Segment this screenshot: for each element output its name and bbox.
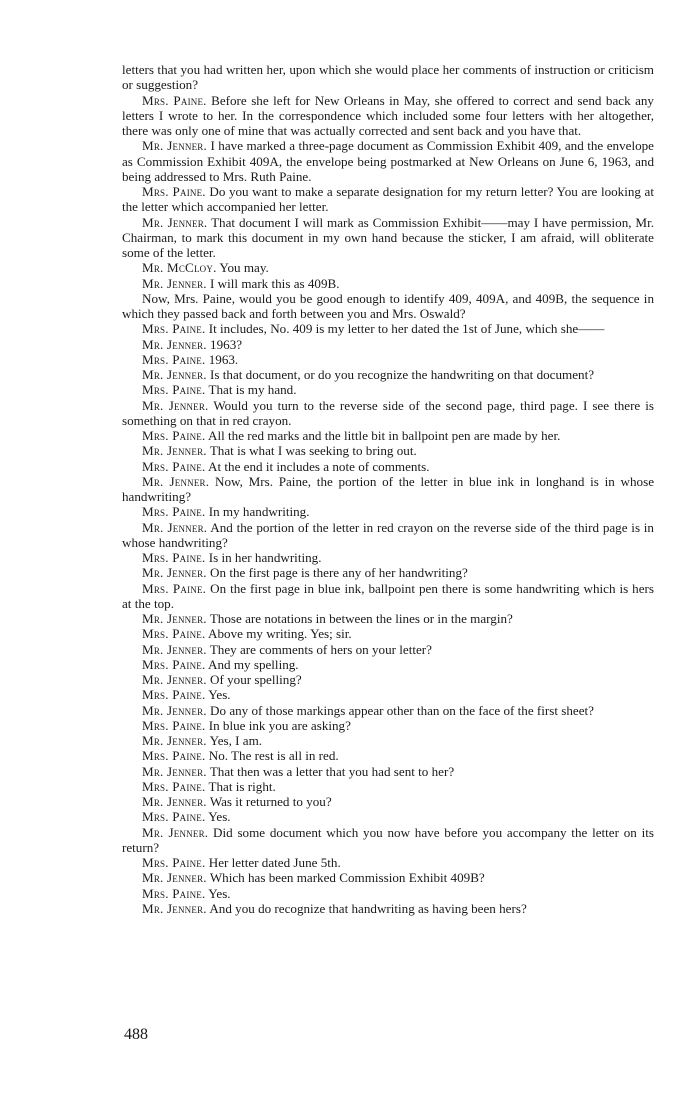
transcript-paragraph — [122, 352, 654, 367]
paragraph-text: Yes. — [208, 809, 231, 825]
paragraph-text: Of your spelling? — [210, 672, 302, 687]
speaker-label: Mr. Jenner. — [142, 519, 208, 535]
speaker-label: Mr. Jenner. — [142, 473, 210, 489]
paragraph-text: Was it returned to you? — [209, 794, 332, 809]
transcript-paragraph — [122, 809, 654, 824]
speaker-label: Mrs. Paine. — [142, 748, 206, 764]
paragraph-text: Her letter dated June 5th. — [208, 855, 341, 870]
transcript-paragraph — [122, 748, 654, 763]
transcript-paragraph — [122, 504, 654, 519]
speaker-label: Mrs. Paine. — [142, 626, 206, 642]
speaker-label: Mrs. Paine. — [142, 809, 206, 825]
transcript-paragraph — [122, 886, 654, 901]
paragraph-text: They are comments of hers on your letter? — [209, 641, 432, 657]
speaker-label: Mrs. Paine. — [142, 855, 206, 870]
transcript-paragraph — [122, 443, 654, 458]
speaker-label: Mr. McCloy. — [142, 260, 217, 276]
speaker-label: Mr. Jenner. — [142, 702, 207, 718]
paragraph-text: Before she left for New Orleans in May, she offered to correct and send back any letters I wrote to her. In the correspondence which included some four letters with her altogether, there was only one of mine that was actually corrected and sent back and you have that. — [122, 92, 654, 138]
speaker-label: Mrs. Paine. — [142, 428, 206, 443]
speaker-label: Mr. Jenner. — [142, 443, 207, 459]
transcript-paragraph — [122, 779, 654, 794]
paragraph-text: Now, Mrs. Paine, the portion of the letter in blue ink in longhand is in whose handwriting? — [122, 473, 655, 504]
paragraph-text: letters that you had written her, upon which she would place her comments of instruction or criticism or suggestion? — [122, 62, 654, 93]
speaker-label: Mr. Jenner. — [142, 824, 209, 840]
speaker-label: Mr. Jenner. — [142, 733, 207, 748]
speaker-label: Mr. Jenner. — [142, 565, 207, 581]
paragraph-text: 1963. — [208, 351, 239, 367]
speaker-label: Mrs. Paine. — [142, 92, 207, 108]
transcript-paragraph — [122, 337, 654, 352]
paragraph-text: On the first page is there any of her handwriting? — [210, 565, 468, 581]
paragraph-text: That is right. — [208, 778, 276, 794]
transcript-paragraph — [122, 855, 654, 870]
paragraph-text: You may. — [219, 260, 269, 276]
speaker-label: Mrs. Paine. — [142, 778, 206, 794]
transcript-body — [122, 62, 654, 916]
speaker-label: Mr. Jenner. — [142, 367, 207, 382]
speaker-label: Mr. Jenner. — [142, 672, 207, 687]
paragraph-text: I have marked a three-page document as Commission Exhibit 409, and the envelope as Commission Exhibit 409A, the envelope being postmarked at New Orleans on June 6, 1963, and being addressed to Mrs. Ruth Paine. — [122, 138, 654, 184]
transcript-paragraph — [122, 687, 654, 702]
transcript-paragraph — [122, 474, 654, 505]
speaker-label: Mrs. Paine. — [142, 504, 206, 520]
speaker-label: Mr. Jenner. — [142, 763, 207, 779]
transcript-paragraph — [122, 870, 654, 885]
paragraph-text: Yes, I am. — [209, 733, 263, 748]
paragraph-text: Which has been marked Commission Exhibit 409B? — [209, 870, 485, 886]
paragraph-text: Is that document, or do you recognize the handwriting on that document? — [210, 367, 595, 382]
transcript-paragraph — [122, 611, 654, 626]
paragraph-text: That is what I was seeking to bring out. — [209, 443, 417, 459]
paragraph-text: Did some document which you now have before you accompany the letter on its return? — [122, 824, 654, 855]
transcript-paragraph — [122, 367, 654, 382]
paragraph-text: That document I will mark as Commission Exhibit——may I have permission, Mr. Chairman, to mark this document in my own hand because the sticker, I am afraid, will obliterate some of the letter. — [122, 214, 654, 260]
transcript-paragraph — [122, 901, 654, 916]
speaker-label: Mr. Jenner. — [142, 641, 207, 657]
speaker-label: Mrs. Paine. — [142, 382, 206, 398]
paragraph-text: 1963? — [210, 336, 243, 352]
speaker-label: Mrs. Paine. — [142, 351, 206, 367]
speaker-label: Mrs. Paine. — [142, 687, 206, 703]
speaker-label: Mrs. Paine. — [142, 184, 206, 199]
speaker-label: Mr. Jenner. — [142, 214, 208, 230]
transcript-paragraph — [122, 215, 654, 261]
paragraph-text: Those are notations in between the lines or in the margin? — [209, 611, 513, 626]
transcript-paragraph — [122, 276, 654, 291]
paragraph-text: On the first page in blue ink, ballpoint pen there is some handwriting which is hers at the top. — [122, 580, 654, 611]
speaker-label: Mrs. Paine. — [142, 321, 206, 337]
paragraph-text: Above my writing. Yes; sir. — [208, 626, 352, 642]
speaker-label: Mr. Jenner. — [142, 336, 207, 352]
paragraph-text: No. The rest is all in red. — [208, 748, 339, 764]
speaker-label: Mrs. Paine. — [142, 550, 206, 565]
paragraph-text: At the end it includes a note of comments. — [208, 458, 430, 474]
page-number: 488 — [124, 1026, 148, 1043]
transcript-paragraph — [122, 672, 654, 687]
transcript-paragraph — [122, 428, 654, 443]
speaker-label: Mr. Jenner. — [142, 397, 209, 413]
transcript-paragraph — [122, 291, 654, 322]
transcript-paragraph — [122, 138, 654, 184]
paragraph-text: Would you turn to the reverse side of the second page, third page. I see there is something on that in red crayon. — [122, 397, 654, 428]
transcript-paragraph — [122, 642, 654, 657]
transcript-paragraph — [122, 764, 654, 779]
speaker-label: Mr. Jenner. — [142, 275, 207, 291]
speaker-label: Mrs. Paine. — [142, 885, 206, 901]
transcript-paragraph — [122, 459, 654, 474]
speaker-label: Mr. Jenner. — [142, 870, 207, 886]
transcript-paragraph — [122, 62, 654, 93]
speaker-label: Mr. Jenner. — [142, 138, 207, 154]
speaker-label: Mrs. Paine. — [142, 656, 206, 672]
transcript-paragraph — [122, 184, 654, 215]
transcript-paragraph — [122, 260, 654, 275]
paragraph-text: All the red marks and the little bit in ballpoint pen are made by her. — [208, 428, 561, 443]
transcript-paragraph — [122, 626, 654, 641]
transcript-paragraph — [122, 581, 654, 612]
transcript-paragraph — [122, 565, 654, 580]
paragraph-text: Is in her handwriting. — [208, 550, 322, 565]
paragraph-text: Now, Mrs. Paine, would you be good enough to identify 409, 409A, and 409B, the sequence in which they passed back and forth between you and Mrs. Oswald? — [122, 290, 654, 321]
paragraph-text: Yes. — [208, 885, 231, 901]
paragraph-text: That then was a letter that you had sent to her? — [209, 763, 455, 779]
transcript-paragraph — [122, 718, 654, 733]
transcript-paragraph — [122, 382, 654, 397]
paragraph-text: And you do recognize that handwriting as having been hers? — [209, 900, 527, 916]
paragraph-text: And the portion of the letter in red crayon on the reverse side of the third page is in whose handwriting? — [122, 519, 654, 550]
speaker-label: Mrs. Paine. — [142, 580, 207, 596]
transcript-paragraph — [122, 657, 654, 672]
paragraph-text: It includes, No. 409 is my letter to her dated the 1st of June, which she—— — [208, 321, 605, 337]
transcript-paragraph — [122, 520, 654, 551]
speaker-label: Mr. Jenner. — [142, 900, 207, 916]
paragraph-text: Do you want to make a separate designation for my return letter? You are looking at the letter which accompanied her letter. — [122, 184, 654, 215]
speaker-label: Mr. Jenner. — [142, 794, 207, 809]
transcript-paragraph — [122, 321, 654, 336]
transcript-paragraph — [122, 398, 654, 429]
speaker-label: Mrs. Paine. — [142, 458, 206, 474]
transcript-paragraph — [122, 794, 654, 809]
transcript-paragraph — [122, 733, 654, 748]
paragraph-text: I will mark this as 409B. — [210, 275, 340, 291]
paragraph-text: Yes. — [208, 687, 231, 703]
transcript-paragraph — [122, 703, 654, 718]
paragraph-text: And my spelling. — [208, 656, 299, 672]
transcript-paragraph — [122, 93, 654, 139]
paragraph-text: That is my hand. — [208, 382, 297, 398]
paragraph-text: Do any of those markings appear other than on the face of the first sheet? — [210, 702, 594, 718]
paragraph-text: In my handwriting. — [208, 504, 310, 520]
transcript-paragraph — [122, 550, 654, 565]
paragraph-text: In blue ink you are asking? — [208, 717, 351, 733]
speaker-label: Mr. Jenner. — [142, 611, 207, 626]
speaker-label: Mrs. Paine. — [142, 717, 206, 733]
transcript-paragraph — [122, 825, 654, 856]
